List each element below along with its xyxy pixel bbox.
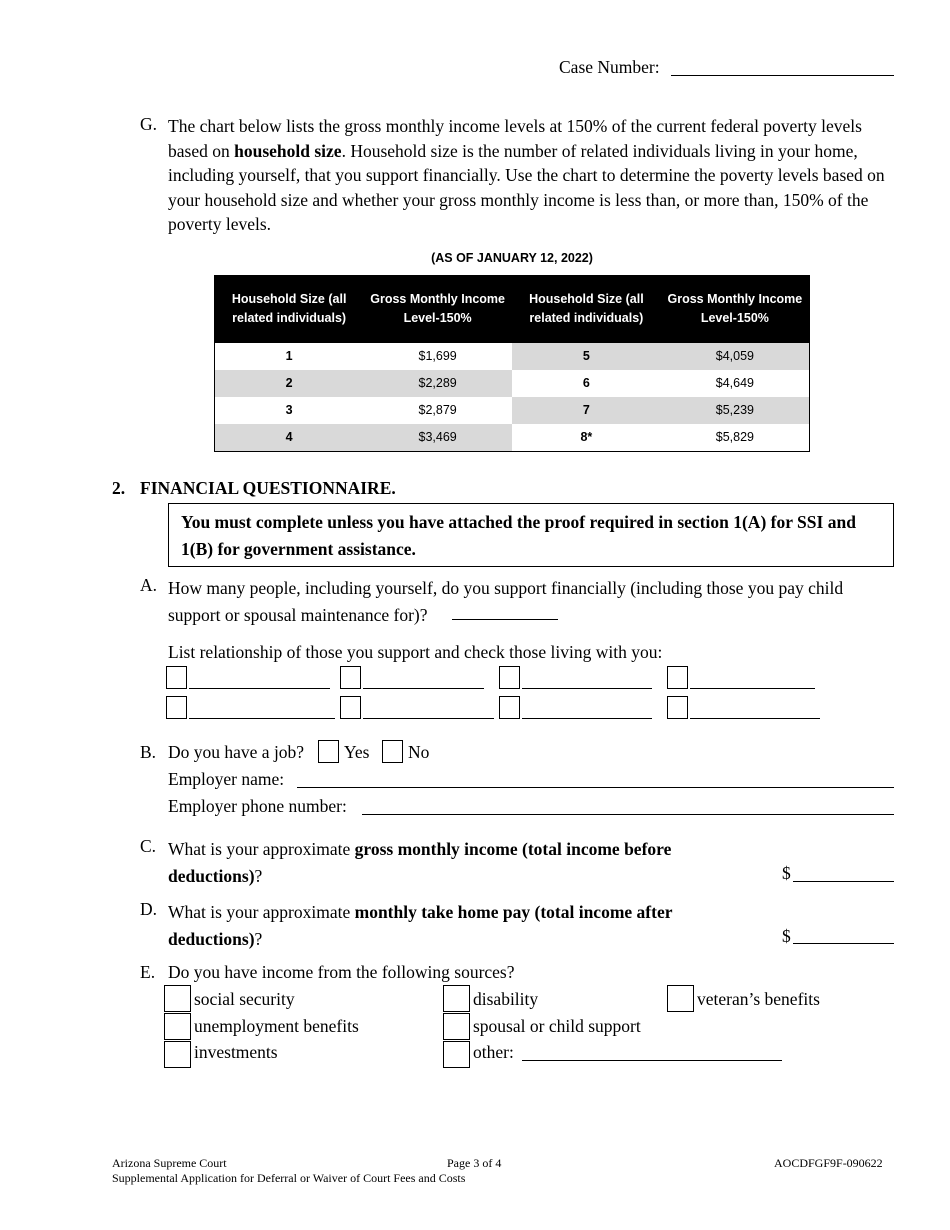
employer-name-field[interactable] — [297, 787, 894, 788]
table-cell: $5,829 — [661, 424, 810, 452]
table-cell: $5,239 — [661, 397, 810, 424]
employer-phone-field[interactable] — [362, 814, 894, 815]
unemployment-checkbox[interactable] — [164, 1013, 191, 1040]
question-a-letter: A. — [140, 575, 158, 595]
case-number-field[interactable] — [671, 75, 894, 76]
notice-text: You must complete unless you have attached the proof required in section 1(A) for SSI and 1(B) for government assistance. — [181, 512, 856, 559]
take-home-pay-field[interactable] — [793, 943, 894, 944]
unemployment-label: unemployment benefits — [194, 1016, 359, 1036]
social-security-checkbox[interactable] — [164, 985, 191, 1012]
other-income-label: other: — [473, 1042, 514, 1062]
table-header: Household Size (all related individuals) — [512, 276, 661, 344]
table-cell: $2,289 — [363, 370, 512, 397]
chart-title: (AS OF JANUARY 12, 2022) — [431, 251, 593, 265]
question-c-text: What is your approximate gross monthly income (total income before deductions)? — [168, 839, 672, 886]
living-with-checkbox[interactable] — [667, 666, 688, 689]
other-income-field[interactable] — [522, 1060, 782, 1061]
living-with-checkbox[interactable] — [667, 696, 688, 719]
currency-sign: $ — [782, 926, 791, 946]
social-security-label: social security — [194, 989, 295, 1009]
relationship-field[interactable] — [522, 688, 652, 689]
table-cell: $4,059 — [661, 343, 810, 370]
footer-page-number: Page 3 of 4 — [447, 1156, 502, 1170]
table-cell: 2 — [215, 370, 364, 397]
case-number-label: Case Number: — [559, 57, 660, 77]
question-b-letter: B. — [140, 742, 157, 762]
relationship-field[interactable] — [189, 688, 330, 689]
table-cell: 1 — [215, 343, 364, 370]
living-with-checkbox[interactable] — [340, 696, 361, 719]
disability-label: disability — [473, 989, 539, 1009]
table-cell: 6 — [512, 370, 661, 397]
gross-income-field[interactable] — [793, 881, 894, 882]
job-yes-checkbox[interactable] — [318, 740, 339, 763]
living-with-checkbox[interactable] — [166, 696, 187, 719]
currency-sign: $ — [782, 863, 791, 883]
table-header: Gross Monthly Income Level-150% — [661, 276, 810, 344]
table-cell: 8* — [512, 424, 661, 452]
table-cell: 5 — [512, 343, 661, 370]
relationship-field[interactable] — [690, 688, 815, 689]
poverty-level-table — [214, 275, 810, 452]
relationship-field[interactable] — [690, 718, 820, 719]
investments-checkbox[interactable] — [164, 1041, 191, 1068]
table-cell: $4,649 — [661, 370, 810, 397]
relationship-field[interactable] — [522, 718, 652, 719]
section-g-letter: G. — [140, 114, 158, 134]
question-e-letter: E. — [140, 962, 156, 982]
living-with-checkbox[interactable] — [499, 696, 520, 719]
question-e-text: Do you have income from the following sources? — [168, 962, 515, 982]
living-with-checkbox[interactable] — [499, 666, 520, 689]
people-supported-field[interactable] — [452, 619, 558, 620]
job-no-label: No — [408, 742, 430, 762]
spousal-support-label: spousal or child support — [473, 1016, 641, 1036]
relationship-list-label: List relationship of those you support and check those living with you: — [168, 642, 663, 662]
employer-name-label: Employer name: — [168, 769, 285, 789]
investments-label: investments — [194, 1042, 278, 1062]
other-income-checkbox[interactable] — [443, 1041, 470, 1068]
notice-box — [168, 503, 894, 567]
table-header: Gross Monthly Income Level-150% — [363, 276, 512, 344]
disability-checkbox[interactable] — [443, 985, 470, 1012]
table-cell: 4 — [215, 424, 364, 452]
footer-form-code: AOCDFGF9F-090622 — [774, 1156, 883, 1170]
job-no-checkbox[interactable] — [382, 740, 403, 763]
table-row — [215, 370, 810, 397]
veterans-benefits-checkbox[interactable] — [667, 985, 694, 1012]
table-cell: 3 — [215, 397, 364, 424]
question-b-text: Do you have a job? — [168, 742, 305, 762]
table-row — [215, 397, 810, 424]
section-2-title: FINANCIAL QUESTIONNAIRE. — [140, 478, 396, 498]
living-with-checkbox[interactable] — [166, 666, 187, 689]
employer-phone-label: Employer phone number: — [168, 796, 347, 816]
relationship-field[interactable] — [363, 688, 484, 689]
footer-form-title: Supplemental Application for Deferral or Waiver of Court Fees and Costs — [112, 1171, 466, 1185]
job-yes-label: Yes — [344, 742, 370, 762]
table-cell: $1,699 — [363, 343, 512, 370]
table-cell: 7 — [512, 397, 661, 424]
veterans-benefits-label: veteran’s benefits — [697, 989, 820, 1009]
section-2-number: 2. — [112, 478, 126, 498]
table-row — [215, 343, 810, 370]
question-d-letter: D. — [140, 899, 158, 919]
table-row — [215, 424, 810, 452]
spousal-support-checkbox[interactable] — [443, 1013, 470, 1040]
section-g-text: The chart below lists the gross monthly income levels at 150% of the current federal poverty levels based on household size. Household size is the number of related individuals living in your home, including yourself, that you support financially. Use the chart to determine the poverty levels based on your household size and whether your gross monthly income is less than, or more than, 150% of the poverty levels. — [168, 116, 885, 235]
relationship-field[interactable] — [189, 718, 335, 719]
question-d-text: What is your approximate monthly take home pay (total income after deductions)? — [168, 902, 673, 949]
question-c-letter: C. — [140, 836, 157, 856]
relationship-field[interactable] — [363, 718, 494, 719]
table-cell: $2,879 — [363, 397, 512, 424]
question-a-text: How many people, including yourself, do you support financially (including those you pay child support or spousal maintenance for)? — [168, 578, 844, 625]
table-header: Household Size (all related individuals) — [215, 276, 364, 344]
footer-court: Arizona Supreme Court — [112, 1156, 227, 1170]
living-with-checkbox[interactable] — [340, 666, 361, 689]
table-cell: $3,469 — [363, 424, 512, 452]
